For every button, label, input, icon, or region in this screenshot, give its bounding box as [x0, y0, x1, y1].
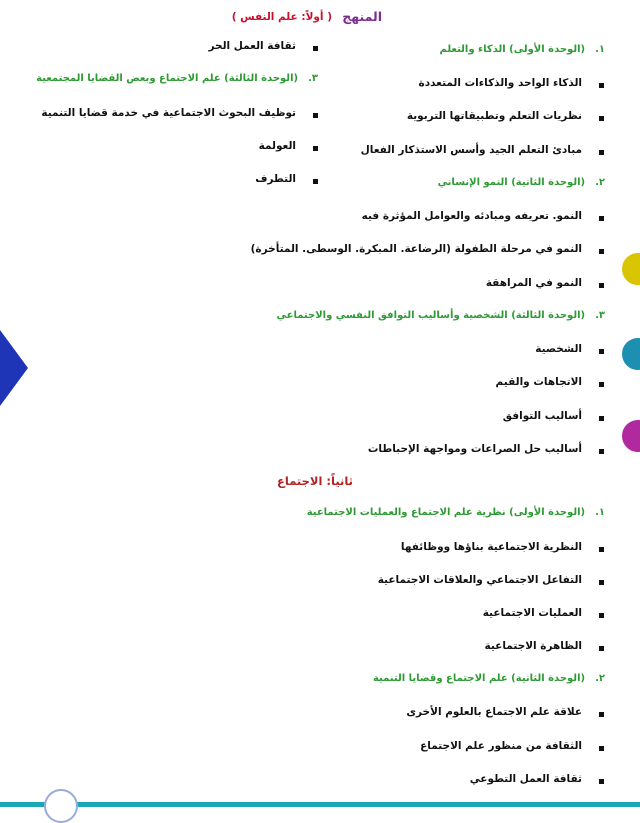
list-item: [407, 110, 604, 122]
list-item: [362, 210, 604, 222]
unit-number: ٢.: [595, 673, 605, 684]
list-item: [419, 77, 605, 89]
list-item-text: النظرية الاجتماعية بناؤها ووظائفها: [400, 541, 582, 553]
list-item-text: ثقافة العمل التطوعي: [469, 773, 582, 785]
bullet-icon: [313, 46, 318, 51]
bullet-icon: [599, 416, 604, 421]
unit-heading: [373, 673, 605, 684]
list-item-text: الاتجاهات والقيم: [495, 376, 582, 388]
bullet-icon: [599, 580, 604, 585]
bullet-icon: [599, 712, 604, 717]
unit-heading: [307, 507, 605, 518]
list-item: [361, 144, 604, 156]
list-item: [378, 574, 604, 586]
bullet-icon: [599, 216, 604, 221]
unit-title: (الوحدة الثانية) النمو الإنساني: [437, 177, 586, 188]
list-item: [420, 740, 604, 752]
bullet-icon: [599, 249, 604, 254]
list-item: [485, 640, 604, 652]
list-item-text: نظريات التعلم وتطبيقاتها التربوية: [406, 110, 582, 122]
bullet-icon: [599, 646, 604, 651]
unit-number: ١.: [595, 44, 605, 55]
list-item: [483, 607, 604, 619]
list-item: [251, 243, 604, 255]
unit-number: ٣.: [308, 73, 318, 84]
bullet-icon: [599, 779, 604, 784]
list-item-text: العمليات الاجتماعية: [482, 607, 582, 619]
unit-heading: [440, 44, 606, 55]
bullet-icon: [599, 449, 604, 454]
unit-title: (الوحدة الأولى) الذكاء والتعلم: [439, 44, 586, 55]
unit-title: (الوحدة الأولى) نظرية علم الاجتماع والعمليات الاجتماعية: [306, 507, 586, 518]
teal-circle-icon: [618, 334, 640, 374]
yellow-circle-icon: [618, 249, 640, 289]
list-item: [486, 277, 604, 289]
unit-number: ٢.: [595, 177, 605, 188]
list-item-text: الظاهرة الاجتماعية: [484, 640, 582, 652]
list-item-text: النمو في مرحلة الطفولة (الرضاعة. المبكرة. الوسطى. المتأخرة): [250, 243, 582, 255]
bullet-icon: [599, 547, 604, 552]
magenta-circle-icon: [618, 416, 640, 456]
list-item-text: ثقافة العمل الحر: [208, 40, 296, 52]
list-item: [368, 443, 604, 455]
bottom-bar: [0, 802, 640, 807]
unit-number: ١.: [595, 507, 605, 518]
list-item: [470, 773, 604, 785]
list-item: [41, 107, 318, 119]
page-title: المنهج: [342, 9, 382, 24]
list-item-text: النمو في المراهقة: [485, 277, 582, 289]
bullet-icon: [599, 83, 604, 88]
next-arrow-icon[interactable]: [0, 330, 28, 406]
list-item-text: النمو. تعريفه ومبادئه والعوامل المؤثرة فيه: [361, 210, 582, 222]
unit-number: ٣.: [595, 310, 605, 321]
list-item: [259, 140, 318, 152]
list-item-text: التفاعل الاجتماعي والعلاقات الاجتماعية: [377, 574, 582, 586]
unit-heading: [277, 310, 606, 321]
list-item: [535, 343, 604, 355]
list-item-text: الثقافة من منظور علم الاجتماع: [420, 740, 582, 752]
list-item-text: علاقة علم الاجتماع بالعلوم الأخرى: [406, 706, 582, 718]
bullet-icon: [599, 382, 604, 387]
list-item-text: الذكاء الواحد والذكاءات المتعددة: [418, 77, 582, 89]
bottom-circle-icon: [44, 789, 78, 823]
list-item: [208, 40, 318, 52]
unit-title: (الوحدة الثانية) علم الاجتماع وقضايا التنمية: [372, 673, 586, 684]
list-item-text: توظيف البحوث الاجتماعية في خدمة قضايا التنمية: [41, 107, 296, 119]
list-item: [496, 376, 604, 388]
list-item-text: أساليب حل الصراعات ومواجهة الإحباطات: [367, 443, 582, 455]
section-title-sociology: ثانياً: الاجتماع: [277, 474, 353, 488]
unit-heading: [438, 177, 605, 188]
bullet-icon: [313, 146, 318, 151]
list-item: [255, 173, 318, 185]
unit-title: (الوحدة الثالثة) علم الاجتماع وبعض القضايا المجتمعية: [36, 73, 299, 84]
bullet-icon: [313, 113, 318, 118]
bullet-icon: [599, 150, 604, 155]
unit-heading: [36, 73, 318, 84]
bullet-icon: [599, 746, 604, 751]
bullet-icon: [599, 116, 604, 121]
list-item: [401, 541, 604, 553]
list-item-text: العولمة: [258, 140, 296, 152]
list-item: [406, 706, 604, 718]
list-item-text: الشخصية: [535, 343, 582, 355]
list-item-text: أساليب التوافق: [502, 410, 582, 422]
list-item-text: التطرف: [255, 173, 296, 185]
bullet-icon: [313, 179, 318, 184]
bullet-icon: [599, 283, 604, 288]
unit-title: (الوحدة الثالثة) الشخصية وأساليب التوافق النفسي والاجتماعي: [276, 310, 586, 321]
list-item-text: مبادئ التعلم الجيد وأسس الاستذكار الفعال: [360, 144, 582, 156]
bullet-icon: [599, 349, 604, 354]
page-subtitle: ( أولاً: علم النفس ): [231, 11, 332, 23]
list-item: [503, 410, 604, 422]
bullet-icon: [599, 613, 604, 618]
